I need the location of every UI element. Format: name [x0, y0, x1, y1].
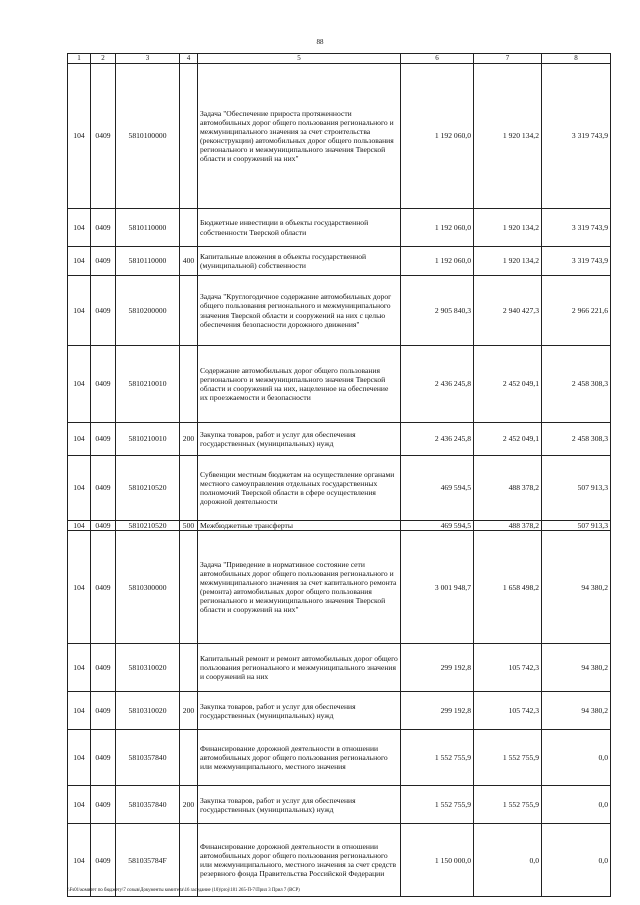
cell-amount-year2: 1 552 755,9 — [474, 730, 542, 786]
cell-amount-year2: 1 920 134,2 — [474, 247, 542, 276]
cell-expense-type — [180, 209, 198, 247]
cell-razdel: 104 — [68, 247, 91, 276]
cell-amount-year2: 1 920 134,2 — [474, 64, 542, 209]
cell-razdel: 104 — [68, 644, 91, 692]
table-row — [68, 644, 611, 692]
cell-podrazdel: 0409 — [91, 423, 116, 456]
cell-amount-year1: 2 905 840,3 — [401, 276, 474, 346]
cell-target-article: 5810210520 — [116, 456, 180, 521]
table-row — [68, 521, 611, 531]
cell-description: Финансирование дорожной деятельности в отношении автомобильных дорог общего пользования регионального или межмуниципального, местного значения — [198, 730, 401, 786]
cell-amount-year3: 507 913,3 — [542, 456, 611, 521]
table-row — [68, 64, 611, 209]
cell-expense-type — [180, 456, 198, 521]
table-row — [68, 692, 611, 730]
col-header-5: 5 — [198, 54, 401, 64]
cell-amount-year3: 2 966 221,6 — [542, 276, 611, 346]
cell-podrazdel: 0409 — [91, 64, 116, 209]
cell-podrazdel: 0409 — [91, 346, 116, 423]
cell-amount-year3: 94 380,2 — [542, 531, 611, 644]
table-row — [68, 423, 611, 456]
cell-podrazdel: 0409 — [91, 209, 116, 247]
cell-podrazdel: 0409 — [91, 786, 116, 824]
cell-amount-year2: 488 378,2 — [474, 456, 542, 521]
table-row — [68, 730, 611, 786]
cell-expense-type: 400 — [180, 247, 198, 276]
cell-target-article: 5810210010 — [116, 346, 180, 423]
cell-expense-type — [180, 531, 198, 644]
cell-description: Бюджетные инвестиции в объекты государственной собственности Тверской области — [198, 209, 401, 247]
cell-podrazdel: 0409 — [91, 521, 116, 531]
cell-razdel: 104 — [68, 64, 91, 209]
cell-razdel: 104 — [68, 692, 91, 730]
cell-expense-type: 200 — [180, 786, 198, 824]
cell-expense-type — [180, 276, 198, 346]
cell-amount-year1: 3 001 948,7 — [401, 531, 474, 644]
cell-amount-year1: 299 192,8 — [401, 692, 474, 730]
cell-amount-year2: 488 378,2 — [474, 521, 542, 531]
cell-amount-year1: 469 594,5 — [401, 521, 474, 531]
cell-amount-year2: 1 920 134,2 — [474, 209, 542, 247]
cell-amount-year2: 1 658 498,2 — [474, 531, 542, 644]
cell-podrazdel: 0409 — [91, 824, 116, 897]
table-row — [68, 247, 611, 276]
cell-description: Закупка товаров, работ и услуг для обеспечения государственных (муниципальных) нужд — [198, 692, 401, 730]
table-row — [68, 786, 611, 824]
cell-razdel: 104 — [68, 786, 91, 824]
cell-expense-type — [180, 730, 198, 786]
cell-razdel: 104 — [68, 209, 91, 247]
cell-description: Задача "Приведение в нормативное состояние сети автомобильных дорог общего пользования регионального и межмуниципального значения за счет капитального ремонта (ремонта) автомобильных дорог общего пользования регионального и межмуниципального значения Тверской области и сооружений на них" — [198, 531, 401, 644]
budget-table — [67, 53, 611, 897]
cell-razdel: 104 — [68, 521, 91, 531]
cell-podrazdel: 0409 — [91, 692, 116, 730]
cell-amount-year2: 105 742,3 — [474, 644, 542, 692]
cell-target-article: 5810300000 — [116, 531, 180, 644]
table-row — [68, 346, 611, 423]
cell-amount-year3: 3 319 743,9 — [542, 64, 611, 209]
cell-target-article: 581035784F — [116, 824, 180, 897]
cell-target-article: 5810357840 — [116, 786, 180, 824]
cell-razdel: 104 — [68, 824, 91, 897]
cell-amount-year2: 1 552 755,9 — [474, 786, 542, 824]
cell-target-article: 5810100000 — [116, 64, 180, 209]
cell-description: Задача "Обеспечение прироста протяженности автомобильных дорог общего пользования регионального и межмуниципального значения за счет строительства (реконструкции) автомобильных дорог общего пользования регионального и межмуниципального значения Тверской области и сооружений на них" — [198, 64, 401, 209]
cell-razdel: 104 — [68, 730, 91, 786]
table-row — [68, 276, 611, 346]
cell-description: Закупка товаров, работ и услуг для обеспечения государственных (муниципальных) нужд — [198, 786, 401, 824]
cell-podrazdel: 0409 — [91, 730, 116, 786]
cell-description: Капитальный ремонт и ремонт автомобильных дорог общего пользования регионального и межмуниципального значения и сооружений на них — [198, 644, 401, 692]
cell-target-article: 5810110000 — [116, 247, 180, 276]
cell-amount-year3: 0,0 — [542, 824, 611, 897]
cell-amount-year1: 1 192 060,0 — [401, 64, 474, 209]
cell-target-article: 5810357840 — [116, 730, 180, 786]
cell-amount-year2: 0,0 — [474, 824, 542, 897]
cell-amount-year1: 2 436 245,8 — [401, 423, 474, 456]
cell-amount-year1: 1 552 755,9 — [401, 786, 474, 824]
page-number: 88 — [316, 38, 324, 46]
cell-podrazdel: 0409 — [91, 276, 116, 346]
table-row — [68, 209, 611, 247]
table-row — [68, 824, 611, 897]
cell-amount-year2: 105 742,3 — [474, 692, 542, 730]
cell-amount-year1: 1 150 000,0 — [401, 824, 474, 897]
cell-expense-type — [180, 346, 198, 423]
cell-amount-year3: 2 458 308,3 — [542, 346, 611, 423]
cell-description: Задача "Круглогодичное содержание автомобильных дорог общего пользования регионального и межмуниципального значения Тверской области и сооружений на них с целью обеспечения безопасности дорожного движения" — [198, 276, 401, 346]
col-header-7: 7 — [474, 54, 542, 64]
cell-amount-year3: 3 319 743,9 — [542, 247, 611, 276]
cell-target-article: 5810310020 — [116, 692, 180, 730]
cell-razdel: 104 — [68, 456, 91, 521]
cell-target-article: 5810210010 — [116, 423, 180, 456]
cell-target-article: 5810210520 — [116, 521, 180, 531]
header-row — [68, 54, 611, 64]
cell-amount-year3: 3 319 743,9 — [542, 209, 611, 247]
file-path-footer: \\Fs01\комитет по бюджету\7 созыв\Документы комитета\16 заседание (10)\proj\181 265-П-7\Прил 3 Прил 7 (ВСР) — [67, 888, 300, 893]
col-header-1: 1 — [68, 54, 91, 64]
cell-razdel: 104 — [68, 346, 91, 423]
cell-description: Капитальные вложения в объекты государственной (муниципальной) собственности — [198, 247, 401, 276]
col-header-4: 4 — [180, 54, 198, 64]
cell-razdel: 104 — [68, 531, 91, 644]
cell-podrazdel: 0409 — [91, 247, 116, 276]
cell-amount-year1: 1 192 060,0 — [401, 247, 474, 276]
cell-amount-year3: 94 380,2 — [542, 692, 611, 730]
cell-description: Содержание автомобильных дорог общего пользования регионального и межмуниципального значения Тверской области и сооружений на них, нацеленное на обеспечение их проезжаемости и безопасности — [198, 346, 401, 423]
cell-expense-type: 500 — [180, 521, 198, 531]
cell-amount-year1: 1 552 755,9 — [401, 730, 474, 786]
cell-target-article: 5810200000 — [116, 276, 180, 346]
cell-description: Финансирование дорожной деятельности в отношении автомобильных дорог общего пользования регионального или межмуниципального, местного значения за счет средств резервного фонда Правительства Российской Федерации — [198, 824, 401, 897]
col-header-3: 3 — [116, 54, 180, 64]
cell-razdel: 104 — [68, 423, 91, 456]
table-row — [68, 456, 611, 521]
cell-amount-year3: 94 380,2 — [542, 644, 611, 692]
cell-podrazdel: 0409 — [91, 531, 116, 644]
cell-amount-year3: 0,0 — [542, 786, 611, 824]
cell-description: Межбюджетные трансферты — [198, 521, 401, 531]
cell-description: Субвенции местным бюджетам на осуществление органами местного самоуправления отдельных государственных полномочий Тверской области в сфере осуществления дорожной деятельности — [198, 456, 401, 521]
cell-amount-year1: 2 436 245,8 — [401, 346, 474, 423]
col-header-8: 8 — [542, 54, 611, 64]
cell-razdel: 104 — [68, 276, 91, 346]
cell-expense-type — [180, 824, 198, 897]
cell-podrazdel: 0409 — [91, 644, 116, 692]
cell-amount-year2: 2 940 427,3 — [474, 276, 542, 346]
cell-expense-type: 200 — [180, 692, 198, 730]
cell-amount-year1: 1 192 060,0 — [401, 209, 474, 247]
cell-amount-year1: 299 192,8 — [401, 644, 474, 692]
cell-amount-year2: 2 452 049,1 — [474, 423, 542, 456]
cell-amount-year2: 2 452 049,1 — [474, 346, 542, 423]
cell-podrazdel: 0409 — [91, 456, 116, 521]
cell-expense-type: 200 — [180, 423, 198, 456]
cell-expense-type — [180, 644, 198, 692]
col-header-6: 6 — [401, 54, 474, 64]
cell-amount-year3: 0,0 — [542, 730, 611, 786]
cell-amount-year3: 507 913,3 — [542, 521, 611, 531]
cell-amount-year3: 2 458 308,3 — [542, 423, 611, 456]
cell-target-article: 5810110000 — [116, 209, 180, 247]
table-row — [68, 531, 611, 644]
cell-description: Закупка товаров, работ и услуг для обеспечения государственных (муниципальных) нужд — [198, 423, 401, 456]
cell-amount-year1: 469 594,5 — [401, 456, 474, 521]
col-header-2: 2 — [91, 54, 116, 64]
cell-expense-type — [180, 64, 198, 209]
cell-target-article: 5810310020 — [116, 644, 180, 692]
